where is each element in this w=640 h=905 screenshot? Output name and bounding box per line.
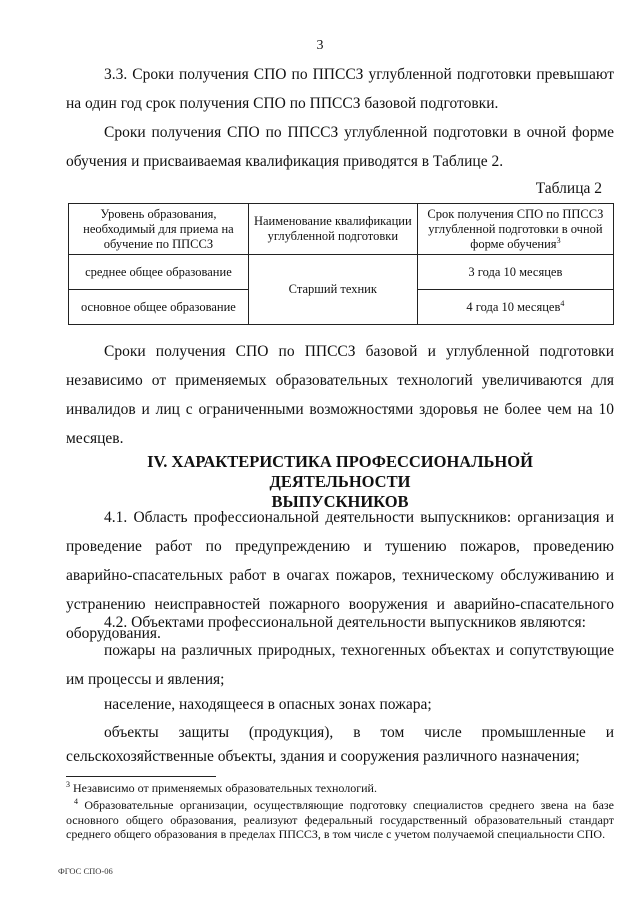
level-secondary-general: среднее общее образование: [69, 255, 249, 290]
qualification-senior-technician: Старший техник: [248, 255, 417, 325]
paragraph-fires: пожары на различных природных, техногенных объектах и сопутствующие им процессы и явления;: [66, 642, 614, 688]
word: защиты: [178, 724, 229, 741]
footnote-4: [66, 798, 614, 842]
footnote-4-text: Образовательные организации, осуществляющие подготовку специалистов среднего звена на базе основного общего образования, реализуют федеральный государственный образовательный стандарт среднего общего образования в пределах ППССЗ, в том числе с учетом получаемой специальности СПО.: [66, 798, 615, 841]
table-header-row: [69, 204, 614, 255]
paragraph-terms: Сроки получения СПО по ППССЗ углубленной подготовки в очной форме обучения и присваиваемая квалификация приводятся в Таблице 2.: [66, 124, 614, 170]
section-title-line-2: ВЫПУСКНИКОВ: [271, 492, 409, 511]
term-row-1: 3 года 10 месяцев: [417, 255, 613, 290]
word: объекты: [104, 724, 159, 741]
footnote-3-text: Независимо от применяемых образовательных технологий.: [73, 781, 377, 795]
paragraph-population: население, находящееся в опасных зонах пожара;: [104, 696, 432, 713]
header-qualification: Наименование квалификации углубленной подготовки: [248, 204, 417, 255]
table-label: Таблица 2: [535, 180, 602, 197]
footnote-4-number: 4: [74, 797, 78, 806]
table-row: [69, 255, 614, 290]
page-number: 3: [316, 38, 324, 53]
footnote-3: [66, 781, 614, 796]
word: промышленные: [481, 724, 586, 741]
paragraph-disabled: Сроки получения СПО по ППССЗ базовой и углубленной подготовки независимо от применяемых образовательных технологий увеличиваются для инвалидов и лиц с ограниченными возможностями здоровья не более чем на 10 месяцев.: [66, 343, 614, 447]
paragraph-4-1: 4.1. Область профессиональной деятельности выпускников: организация и проведение работ по предупреждению и тушению пожаров, проведению аварийно-спасательных работ в очагах пожаров, техническому обслуживанию и устранению неисправностей пожарного вооружения и аварийно-спасательного оборудования.: [66, 509, 614, 642]
table-2: [68, 203, 614, 325]
word: том: [380, 724, 405, 741]
footnote-divider: [66, 776, 216, 777]
word: в: [353, 724, 361, 741]
word: и: [605, 724, 614, 741]
word: числе: [424, 724, 462, 741]
term-row-2: [417, 290, 613, 325]
footer-label: ФГОС СПО-06: [58, 866, 113, 876]
header-education-level: Уровень образования, необходимый для приема на обучение по ППССЗ: [69, 204, 249, 255]
header-term: [417, 204, 613, 255]
footnote-3-number: 3: [66, 780, 70, 789]
header-term-text: Срок получения СПО по ППССЗ углубленной подготовки в очной форме обучения: [427, 206, 604, 251]
level-basic-general: основное общее образование: [69, 290, 249, 325]
word: (продукция),: [248, 724, 334, 741]
paragraph-objects-line-2: сельскохозяйственные объекты, здания и сооружения различного назначения;: [66, 748, 580, 765]
paragraph-3-3: 3.3. Сроки получения СПО по ППССЗ углубленной подготовки превышают на один год срок получения СПО по ППССЗ базовой подготовки.: [66, 66, 614, 112]
paragraph-4-2: 4.2. Объектами профессиональной деятельности выпускников являются:: [104, 614, 586, 631]
term-row-2-text: 4 года 10 месяцев: [466, 299, 561, 314]
footnote-ref-4: 4: [560, 298, 565, 308]
section-title-line-1: IV. ХАРАКТЕРИСТИКА ПРОФЕССИОНАЛЬНОЙ ДЕЯТЕЛЬНОСТИ: [147, 452, 533, 491]
footnote-ref-3: 3: [556, 235, 561, 245]
